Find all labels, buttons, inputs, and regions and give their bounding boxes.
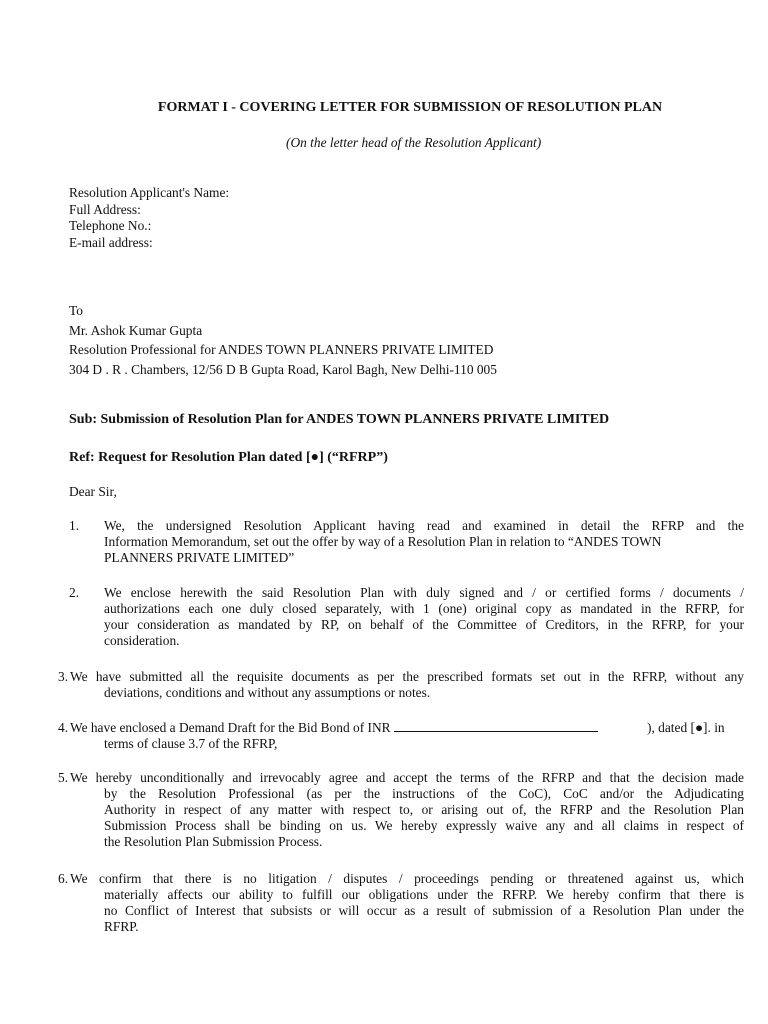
document-title: FORMAT I - COVERING LETTER FOR SUBMISSION OF RESOLUTION PLAN [157,100,663,115]
full-address-label: Full Address: [69,201,141,217]
applicant-name-label: Resolution Applicant's Name: [69,185,230,200]
reference-line: Ref: Request for Resolution Plan dated [●] (“RFRP”) [69,450,388,465]
telephone-label: Telephone No.: [69,218,152,233]
list-item-first-line: We have submitted all the requisite documents as per the prescribed formats set out in the RFRP, without any [70,669,744,684]
bid-bond-text: We have enclosed a Demand Draft for the Bid Bond of INR [70,720,391,735]
document-subtitle: (On the letter head of the Resolution Applicant) [286,135,542,150]
list-item-number: 2. [69,585,80,600]
bid-bond-date-text: ), dated [●]. in [647,720,725,735]
list-item-number: 3. [58,669,69,684]
addressee-name: Mr. Ashok Kumar Gupta [69,322,203,338]
list-item-first-line: We confirm that there is no litigation / disputes / proceedings pending or threatened against us, which [70,871,744,886]
bid-bond-amount-blank [394,720,598,732]
salutation: Dear Sir, [69,484,117,499]
addressee-to: To [69,303,83,318]
bid-bond-line [70,720,744,736]
addressee-title: Resolution Professional for ANDES TOWN PLANNERS PRIVATE LIMITED [69,342,494,357]
email-label: E-mail address: [69,234,153,250]
list-item-number: 1. [69,518,80,533]
addressee-address: 304 D . R . Chambers, 12/56 D B Gupta Road, Karol Bagh, New Delhi-110 005 [69,361,497,377]
list-item-number: 6. [58,871,69,886]
subject-line: Sub: Submission of Resolution Plan for ANDES TOWN PLANNERS PRIVATE LIMITED [69,412,610,427]
list-item-number: 5. [58,770,69,785]
list-item-text: materially affects our ability to fulfill our obligations under the RFRP. We hereby confirm that there is no Conflict of Interest that subsists or will occur as a result of submission of a Resolution Plan under the RFRP. [104,887,744,934]
applicant-details [69,185,229,251]
list-item-first-line: We hereby unconditionally and irrevocably agree and accept the terms of the RFRP and that the decision made [70,770,744,785]
list-item-text: by the Resolution Professional (as per the instructions of the CoC), CoC and/or the Adjudicating Authority in respect of any matter with respect to, or arising out of, the RFRP and the Resolution Plan Submission Process shall be binding on us. We hereby expressly waive any and all claims in respect of the Resolution Plan Submission Process. [104,786,744,849]
list-item-text: We, the undersigned Resolution Applicant having read and examined in detail the RFRP and the Information Memorandum, set out the offer by way of a Resolution Plan in relation to “ANDES TOWN PLANNERS PRIVATE LIMITED” [104,518,744,565]
addressee-block [69,303,497,381]
list-item-number: 4. [58,720,69,735]
list-item-text: deviations, conditions and without any assumptions or notes. [104,685,431,700]
list-item-text: terms of clause 3.7 of the RFRP, [104,736,278,751]
list-item-text: We enclose herewith the said Resolution Plan with duly signed and / or certified forms / documents / authorizations each one duly closed separately, with 1 (one) original copy as mandated in the RFRP, for your consideration as mandated by RP, on behalf of the Committee of Creditors, in the RFRP, for your consideration. [104,585,744,648]
